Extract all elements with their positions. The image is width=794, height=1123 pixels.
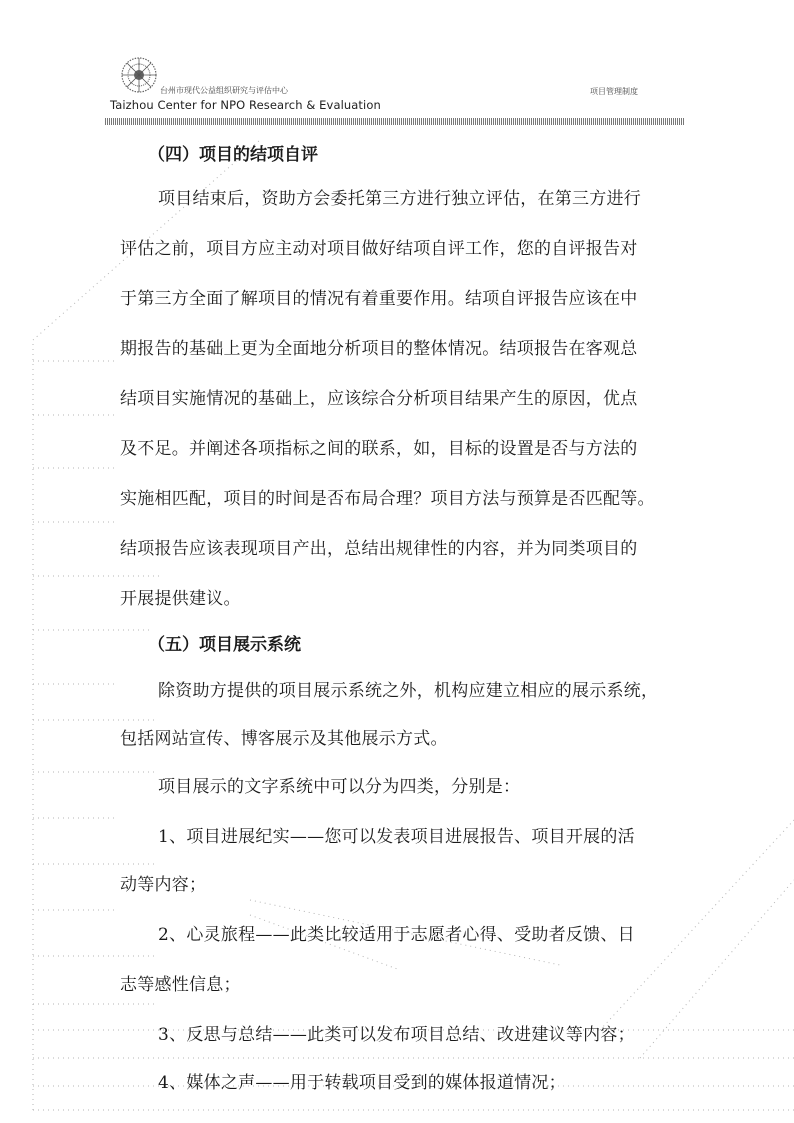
paragraph-line: 评估之前，项目方应主动对项目做好结项自评工作，您的自评报告对 <box>120 239 638 259</box>
paragraph-line: 实施相匹配，项目的时间是否布局合理？项目方法与预算是否匹配等。 <box>120 489 655 509</box>
organization-name-english: Taizhou Center for NPO Research & Evaluation <box>110 98 381 112</box>
paragraph-line: 结项目实施情况的基础上，应该综合分析项目结果产生的原因，优点 <box>120 389 638 409</box>
list-item-continuation: 志等感性信息； <box>120 975 241 995</box>
paragraph-line: 项目结束后，资助方会委托第三方进行独立评估，在第三方进行 <box>158 189 641 209</box>
paragraph-line: 结项报告应该表现项目产出，总结出规律性的内容，并为同类项目的 <box>120 539 638 559</box>
paragraph-line: 期报告的基础上更为全面地分析项目的整体情况。结项报告在客观总 <box>120 339 638 359</box>
document-section-name: 项目管理制度 <box>590 87 638 96</box>
paragraph-line: 除资助方提供的项目展示系统之外，机构应建立相应的展示系统， <box>158 681 659 701</box>
list-item: 1、项目进展纪实——您可以发表项目进展报告、项目开展的活 <box>158 827 635 847</box>
list-item: 2、心灵旅程——此类比较适用于志愿者心得、受助者反馈、日 <box>158 925 635 945</box>
paragraph-line: 于第三方全面了解项目的情况有着重要作用。结项自评报告应该在中 <box>120 289 638 309</box>
list-item: 4、媒体之声——用于转载项目受到的媒体报道情况； <box>158 1073 566 1093</box>
paragraph-line: 及不足。并阐述各项指标之间的联系，如，目标的设置是否与方法的 <box>120 439 638 459</box>
section-heading-5: （五）项目展示系统 <box>148 635 301 655</box>
paragraph-line: 项目展示的文字系统中可以分为四类，分别是： <box>158 777 521 797</box>
paragraph-line: 包括网站宣传、博客展示及其他展示方式。 <box>120 729 448 749</box>
paragraph-line: 开展提供建议。 <box>120 589 241 609</box>
organization-name-chinese: 台州市现代公益组织研究与评估中心 <box>160 86 288 95</box>
list-item-continuation: 动等内容； <box>120 875 207 895</box>
section-heading-4: （四）项目的结项自评 <box>148 145 318 165</box>
list-item: 3、反思与总结——此类可以发布项目总结、改进建议等内容； <box>158 1025 635 1045</box>
